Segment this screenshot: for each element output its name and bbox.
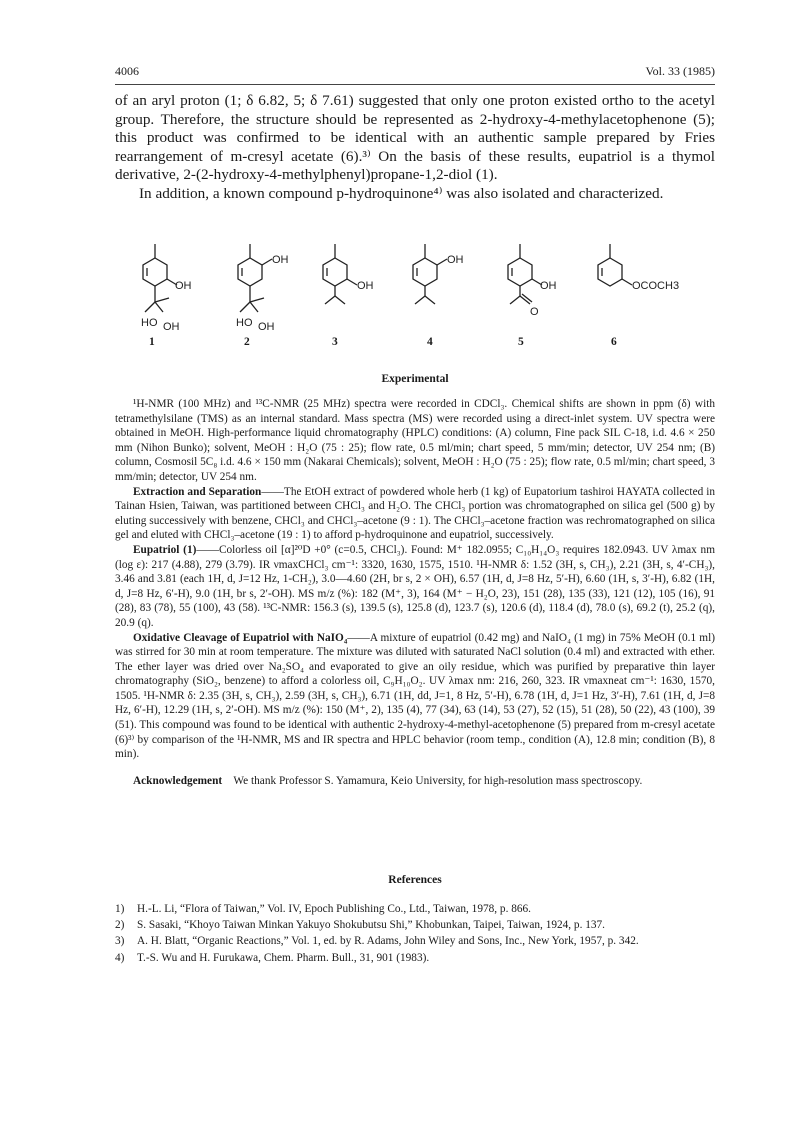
- experimental-heading: Experimental: [381, 373, 449, 385]
- experimental-paragraph-1: ¹H-NMR (100 MHz) and ¹³C-NMR (25 MHz) spectra were recorded in CDCl₃. Chemical shifts are shown in ppm (δ) with tetramethylsilane (TMS) as an internal standard. Mass spectra (MS) were recorded using a direct-inlet system. UV spectra were obtained in MeOH. High-performance liquid chromatography (HPLC) conditions: (A) column, Fine pack SIL C-18, i.d. 4.6 × 250 mm (Nihon Bunko); solvent, MeOH : H₂O (75 : 25); flow rate, 0.5 ml/min; chart speed, 5 mm/min; detector, UV 254 nm; (B) column, Cosmosil 5C₈ i.d. 4.6 × 150 mm (Nakarai Chemicals); solvent, MeOH : H₂O (75 : 25); flow rate, 0.5 ml/min; chart speed, 3 mm/min; detector, UV 254 nm.: [115, 398, 715, 483]
- intro-text: [115, 92, 715, 204]
- references-heading: References: [388, 874, 442, 886]
- reference-item: 2) S. Sasaki, “Khoyo Taiwan Minkan Yakuyo Shokubutsu Shi,” Khobunkan, Taipei, Taiwan, 1924, p. 137.: [115, 919, 605, 932]
- struct-label: OH: [447, 254, 464, 266]
- experimental-paragraph-4: Oxidative Cleavage of Eupatriol with NaIO₄——A mixture of eupatriol (0.42 mg) and NaIO₄ (1 mg) in 75% MeOH (0.1 ml) was stirred for 30 min at room temperature. The mixture was diluted with saturated NaCl solution (0.4 ml) and extracted with ether. The ether layer was dried over Na₂SO₄ and evaporated to give an oily residue, which was purified by preparative thin layer chromatography (SiO₂, benzene) to afford a colorless oil, C₉H₁₀O₂. UV λmax nm: 216, 260, 323. IR νmaxneat cm⁻¹: 1630, 1570, 1505. ¹H-NMR δ: 2.35 (3H, s, CH₃), 2.59 (3H, s, CH₃), 6.71 (1H, dd, J=1, 8 Hz, 5′-H), 6.78 (1H, d, J=1 Hz, 3′-H), 7.61 (1H, d, J=8 Hz, 6′-H), 12.29 (1H, s, 2′-OH). MS m/z (%): 150 (M⁺, 2), 135 (4), 77 (34), 63 (14), 53 (27), 52 (15), 51 (28), 50 (22), 43 (100), 39 (51). This compound was found to be identical with authentic 2-hydroxy-4-methyl-acetophenone (5) prepared from m-cresyl acetate (6)³⁾ by comparison of the ¹H-NMR, MS and IR spectra and HPLC behavior (room temp., condition (A), 12.8 min; condition (B), 8 min).: [115, 631, 715, 761]
- struct-label: O: [530, 306, 539, 318]
- intro-paragraph-2: In addition, a known compound p-hydroquinone⁴⁾ was also isolated and characterized.: [139, 184, 664, 202]
- struct-label: OH: [272, 254, 289, 266]
- compound-number: 3: [332, 336, 338, 348]
- compound-number: 5: [518, 336, 524, 348]
- compound-number: 2: [244, 336, 250, 348]
- paragraph-title: Eupatriol (1): [133, 543, 197, 556]
- struct-label: OH: [163, 321, 180, 333]
- structures-drawing: [115, 242, 715, 352]
- references-list: [115, 901, 715, 966]
- chemical-structures: [115, 242, 715, 352]
- struct-label: OH: [540, 280, 557, 292]
- paragraph-title: Extraction and Separation: [133, 485, 262, 498]
- struct-label: OCOCH3: [632, 280, 680, 292]
- structure-4: [413, 244, 447, 304]
- paragraph-title: Oxidative Cleavage of Eupatriol with NaIO₄: [133, 631, 348, 644]
- struct-label: OH: [258, 321, 275, 333]
- compound-number: 6: [611, 336, 617, 348]
- structure-5: [508, 244, 542, 304]
- reference-item: 3) A. H. Blatt, “Organic Reactions,” Vol. 1, ed. by R. Adams, John Wiley and Sons, Inc., New York, 1957, p. 342.: [115, 935, 639, 948]
- header-rule: [115, 84, 715, 85]
- struct-label: HO: [141, 317, 158, 329]
- reference-item: 4) T.-S. Wu and H. Furukawa, Chem. Pharm. Bull., 31, 901 (1983).: [115, 951, 430, 964]
- experimental-paragraph-3: Eupatriol (1)——Colorless oil [α]²⁰D +0° (c=0.5, CHCl₃). Found: M⁺ 182.0955; C₁₀H₁₄O₃ requires 182.0943. UV λmax nm (log ε): 217 (4.88), 279 (3.79). IR νmaxCHCl₃ cm⁻¹: 3320, 1630, 1575, 1510. ¹H-NMR δ: 1.52 (3H, s, CH₃), 2.21 (3H, s, 4′-CH₃), 3.46 and 3.81 (each 1H, d, J=12 Hz, 1-CH₂), 3.0—4.60 (2H, br s, 2 × OH), 6.57 (1H, d, J=8 Hz, 5′-H), 6.60 (1H, s, 3′-H), 6.82 (1H, d, J=8 Hz, 6′-H), 9.0 (1H, br s, 2′-OH). MS m/z (%): 182 (M⁺, 3), 164 (M⁺ − H₂O, 23), 151 (28), 135 (33), 121 (12), 105 (16), 91 (28), 83 (78), 55 (100), 43 (58). ¹³C-NMR: 156.3 (s), 139.5 (s), 125.8 (d), 123.7 (s), 120.6 (d), 118.4 (d), 78.0 (s), 69.2 (t), 25.2 (q), 20.9 (q).: [115, 543, 715, 629]
- volume-info: Vol. 33 (1985): [645, 64, 715, 78]
- intro-paragraph-1: of an aryl proton (1; δ 6.82, 5; δ 7.61) suggested that only one proton existed ortho to the acetyl group. Therefore, the structure should be represented as 2-hydroxy-4-methylacetophenone (5); this product was confirmed to be identical with an authentic sample prepared by Fries rearrangement of m-cresyl acetate (6).³⁾ On the basis of these results, eupatriol is a thymol derivative, 2-(2-hydroxy-4-methylphenyl)propane-1,2-diol (1).: [115, 92, 715, 184]
- struct-label: HO: [236, 317, 253, 329]
- page-number: 4006: [115, 64, 139, 78]
- experimental-section: [115, 397, 715, 788]
- struct-label: OH: [175, 280, 192, 292]
- structure-6: [598, 244, 632, 286]
- acknowledgement: [115, 774, 715, 789]
- reference-item: 1) H.-L. Li, “Flora of Taiwan,” Vol. IV, Epoch Publishing Co., Ltd., Taiwan, 1978, p. 866.: [115, 903, 531, 915]
- structure-2: [238, 244, 272, 312]
- compound-number: 4: [427, 336, 433, 348]
- structure-3: [323, 244, 357, 304]
- compound-number: 1: [149, 336, 155, 348]
- structure-1: [143, 244, 177, 312]
- acknowledgement-label: Acknowledgement: [133, 774, 223, 787]
- struct-label: OH: [357, 280, 374, 292]
- experimental-paragraph-2: Extraction and Separation——The EtOH extract of powdered whole herb (1 kg) of Eupatorium tashiroi HAYATA collected in Tainan Hsien, Taiwan, was partitioned between CHCl₃ and H₂O. The CHCl₃ portion was chromatographed on silica gel (500 g) by eluting successively with benzene, CHCl₃ and CHCl₃–acetone (9 : 1). The CHCl₃–acetone fraction was rechromatographed on silica gel and eluted with CHCl₃–acetone (19 : 1) to afford p-hydroquinone and eupatriol, successively.: [115, 485, 715, 542]
- acknowledgement-text: We thank Professor S. Yamamura, Keio University, for high-resolution mass spectroscopy.: [233, 774, 643, 787]
